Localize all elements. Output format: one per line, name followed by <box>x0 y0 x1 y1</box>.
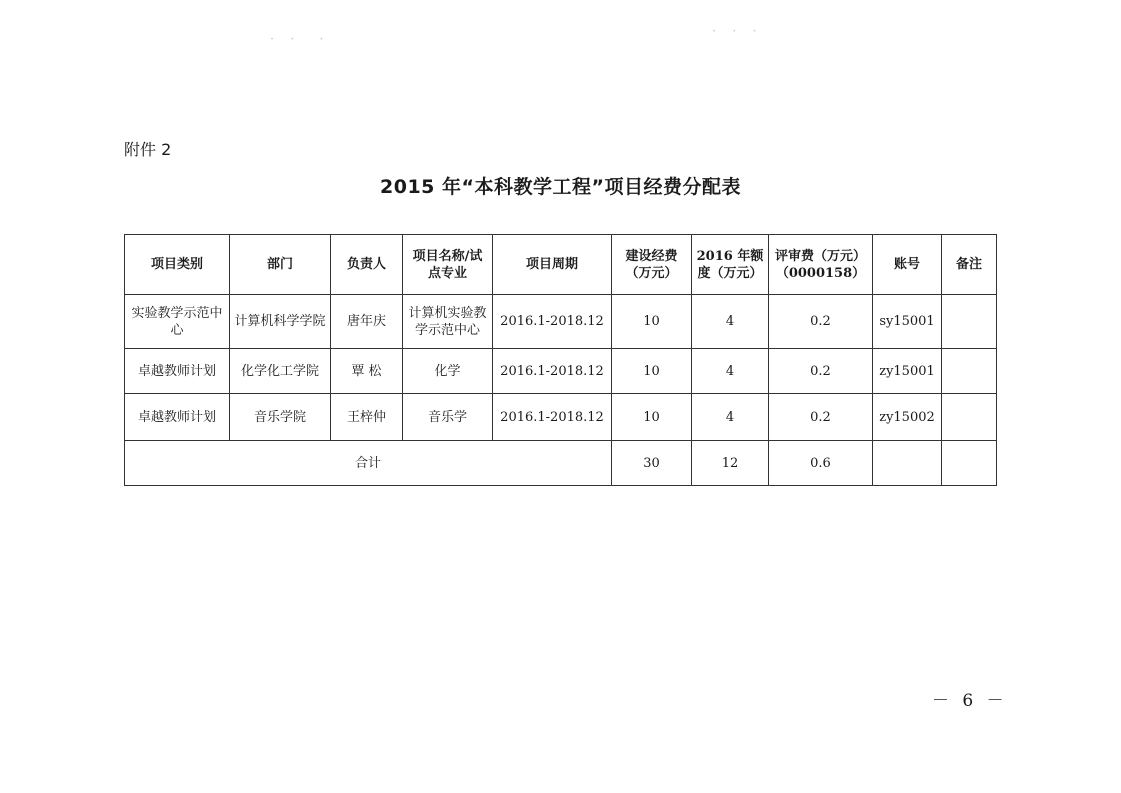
cell-remark <box>942 295 997 349</box>
cell-account: zy15001 <box>873 349 942 394</box>
page-number: － 6 － <box>932 691 1008 711</box>
fund-allocation-table <box>124 234 997 486</box>
cell-project-name: 计算机实验教学示范中心 <box>403 295 493 349</box>
cell-construction-fund: 10 <box>612 349 692 394</box>
cell-project-name: 化学 <box>403 349 493 394</box>
cell-leader: 唐年庆 <box>331 295 403 349</box>
cell-department: 计算机科学学院 <box>230 295 331 349</box>
cell-remark <box>942 349 997 394</box>
cell-category: 卓越教师计划 <box>125 394 230 441</box>
cell-quota-2016: 4 <box>692 349 769 394</box>
table-row <box>125 394 997 441</box>
header-quota-2016: 2016 年额度（万元） <box>692 235 769 295</box>
cell-quota-2016: 4 <box>692 295 769 349</box>
cell-department: 化学化工学院 <box>230 349 331 394</box>
total-row <box>125 441 997 486</box>
header-account: 账号 <box>873 235 942 295</box>
total-account-empty <box>873 441 942 486</box>
header-period: 项目周期 <box>493 235 612 295</box>
total-remark-empty <box>942 441 997 486</box>
cell-period: 2016.1-2018.12 <box>493 394 612 441</box>
table-header-row <box>125 235 997 295</box>
header-review-fee: 评审费（万元）（0000158） <box>769 235 873 295</box>
cell-remark <box>942 394 997 441</box>
cell-period: 2016.1-2018.12 <box>493 349 612 394</box>
cell-category: 实验教学示范中心 <box>125 295 230 349</box>
header-department: 部门 <box>230 235 331 295</box>
header-leader: 负责人 <box>331 235 403 295</box>
header-remark: 备注 <box>942 235 997 295</box>
cell-review-fee: 0.2 <box>769 349 873 394</box>
total-label: 合计 <box>125 441 612 486</box>
header-construction-fund: 建设经费（万元） <box>612 235 692 295</box>
cell-leader: 王梓仲 <box>331 394 403 441</box>
cell-construction-fund: 10 <box>612 295 692 349</box>
cell-review-fee: 0.2 <box>769 295 873 349</box>
total-quota-2016: 12 <box>692 441 769 486</box>
table-row <box>125 295 997 349</box>
attachment-label: 附件 2 <box>124 140 172 159</box>
header-project-name: 项目名称/试点专业 <box>403 235 493 295</box>
header-category: 项目类别 <box>125 235 230 295</box>
cell-period: 2016.1-2018.12 <box>493 295 612 349</box>
cell-department: 音乐学院 <box>230 394 331 441</box>
cell-account: sy15001 <box>873 295 942 349</box>
cell-construction-fund: 10 <box>612 394 692 441</box>
total-review-fee: 0.6 <box>769 441 873 486</box>
cell-review-fee: 0.2 <box>769 394 873 441</box>
table-row <box>125 349 997 394</box>
cell-quota-2016: 4 <box>692 394 769 441</box>
document-title: 2015 年“本科教学工程”项目经费分配表 <box>380 176 741 198</box>
scan-artifact-right: · · · <box>712 24 763 39</box>
cell-category: 卓越教师计划 <box>125 349 230 394</box>
cell-project-name: 音乐学 <box>403 394 493 441</box>
scan-artifact-left: · · · <box>270 32 330 47</box>
total-construction-fund: 30 <box>612 441 692 486</box>
cell-account: zy15002 <box>873 394 942 441</box>
cell-leader: 覃 松 <box>331 349 403 394</box>
